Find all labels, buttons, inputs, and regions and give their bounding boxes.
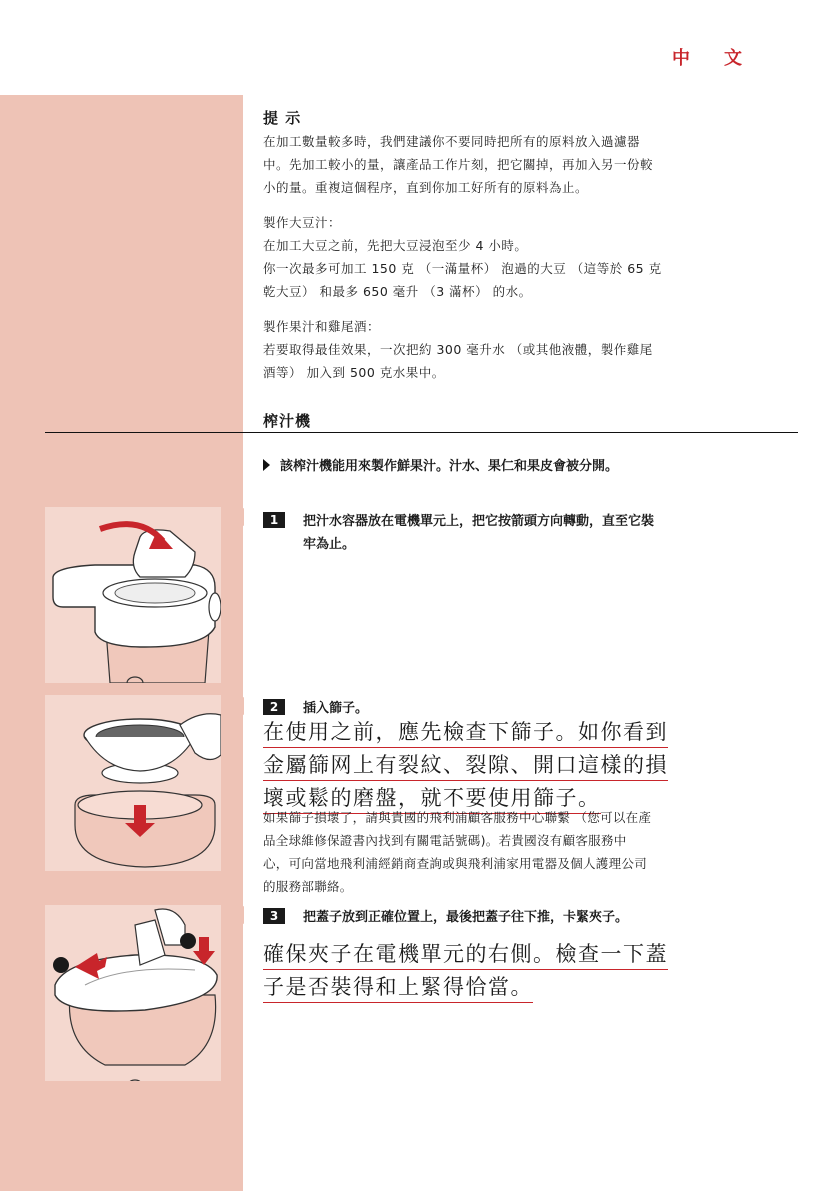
step-number: 3	[263, 908, 285, 924]
tips-line: 中。先加工較小的量，讓產品工作片刻，把它關掉，再加入另一份較	[263, 157, 654, 172]
callout-notch	[226, 508, 244, 526]
cocktail-title: 製作果汁和雞尾酒：	[263, 319, 381, 334]
cocktail-line: 若要取得最佳效果，一次把約 300 毫升水 （或其他液體，製作雞尾	[263, 342, 653, 357]
section-divider	[45, 432, 798, 433]
juicer-title: 榨汁機	[263, 412, 312, 430]
juicer-bullet	[263, 455, 723, 474]
sieve-insert-illustration	[45, 695, 221, 871]
tips-section	[263, 107, 723, 384]
tips-line: 在加工數量較多時，我們建議你不要同時把所有的原料放入過濾器	[263, 134, 641, 149]
callout-notch	[226, 906, 244, 924]
note-line: 心，可向當地飛利浦經銷商查詢或與飛利浦家用電器及個人護理公司	[263, 856, 648, 871]
soy-line: 你一次最多可加工 150 克 （一滿量杯） 泡過的大豆 （這等於 65 克	[263, 261, 662, 276]
lid-clamp-illustration	[45, 905, 221, 1081]
tips-text	[263, 130, 723, 199]
illustration-step-2	[45, 695, 221, 871]
soy-line: 在加工大豆之前，先把大豆浸泡至少 4 小時。	[263, 238, 528, 253]
illustration-step-1	[45, 507, 221, 683]
step-1-line: 把汁水容器放在電機單元上，把它按箭頭方向轉動，直至它裝	[303, 514, 655, 529]
callout-notch	[226, 697, 244, 715]
warning-line: 確保夾子在電機單元的右側。檢查一下蓋	[263, 939, 668, 970]
note-line: 如果篩子損壞了，請與貴國的飛利浦顧客服務中心聯繫 （您可以在產	[263, 810, 652, 825]
juicer-bullet-text: 該榨汁機能用來製作鮮果汁。汁水、果仁和果皮會被分開。	[280, 459, 619, 474]
step-number: 2	[263, 699, 285, 715]
soy-text	[263, 211, 723, 303]
bullet-triangle-icon	[263, 459, 270, 471]
cocktail-line: 酒等） 加入到 500 克水果中。	[263, 365, 445, 380]
cocktail-text	[263, 315, 723, 384]
step-number: 1	[263, 512, 285, 528]
step-3-line: 把蓋子放到正確位置上，最後把蓋子往下推，卡緊夾子。	[303, 910, 629, 925]
warning-line: 金屬篩网上有裂紋、裂隙、開口這樣的損	[263, 750, 668, 781]
step-2-note	[263, 806, 723, 898]
soy-title: 製作大豆汁：	[263, 215, 342, 230]
step-1-line: 牢為止。	[303, 537, 356, 552]
step-3	[263, 906, 723, 929]
warning-line: 壞或鬆的磨盤，就不要使用篩子。	[263, 783, 601, 814]
note-line: 品全球維修保證書內找到有關電話號碼)。若貴國沒有顧客服務中	[263, 833, 627, 848]
language-label: 中文	[672, 48, 776, 69]
step-2-warning	[263, 716, 713, 815]
warning-line: 子是否裝得和上緊得恰當。	[263, 972, 533, 1003]
warning-line: 在使用之前，應先檢查下篩子。如你看到	[263, 717, 668, 748]
illustration-step-3	[45, 905, 221, 1081]
tips-line: 小的量。重複這個程序，直到你加工好所有的原料為止。	[263, 180, 589, 195]
juicer-container-illustration	[45, 507, 221, 683]
tips-title: 提 示	[263, 109, 302, 127]
step-3-warning	[263, 938, 713, 1004]
soy-line: 乾大豆） 和最多 650 毫升 （3 滿杯） 的水。	[263, 284, 532, 299]
note-line: 的服務部聯絡。	[263, 879, 353, 894]
step-2-line: 插入篩子。	[303, 701, 369, 716]
step-1	[263, 510, 723, 556]
